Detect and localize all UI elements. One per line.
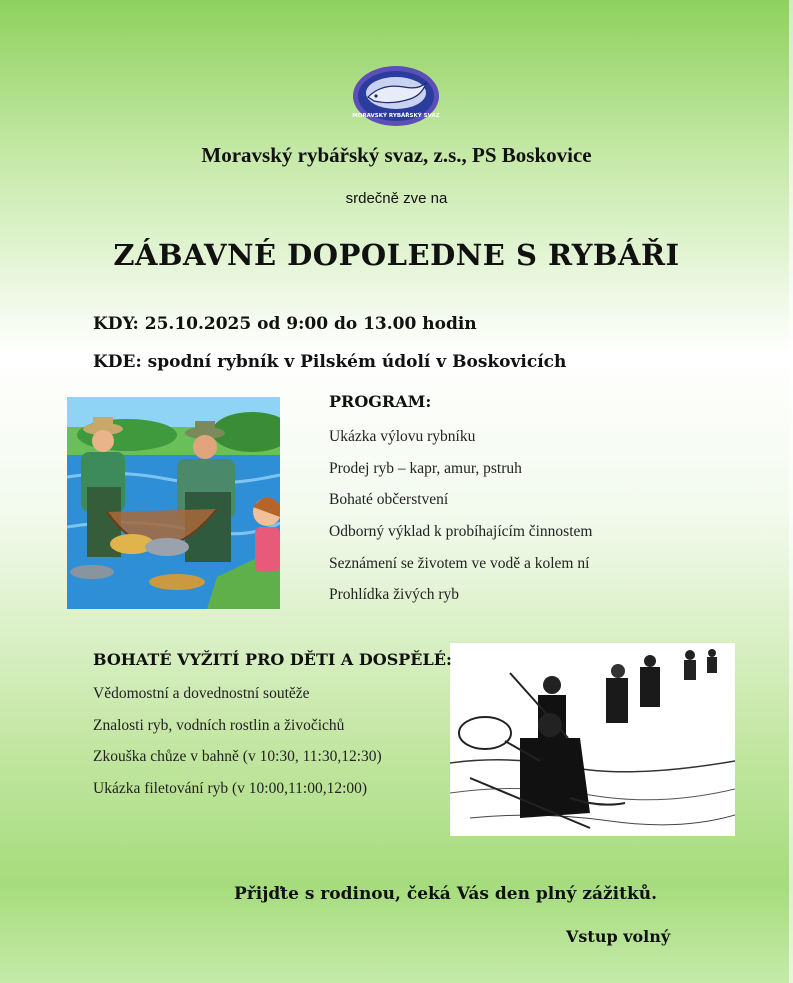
invitation-text: srdečně zve na: [345, 190, 448, 207]
list-item: Ukázka výlovu rybníku: [329, 428, 476, 445]
list-item: Seznámení se životem ve vodě a kolem ní: [329, 554, 590, 572]
union-logo: [352, 65, 440, 127]
free-entry-note: Vstup volný: [566, 927, 671, 946]
event-when: KDY: 25.10.2025 od 9:00 do 13.00 hodin: [93, 314, 477, 334]
logo-lettering: MORAVSKÝ RYBÁŘSKÝ SVAZ: [352, 113, 440, 119]
closing-line: Přijďte s rodinou, čeká Vás den plný zážitků.: [234, 884, 658, 904]
list-item: Znalosti ryb, vodních rostlin a živočichů: [93, 716, 345, 734]
list-item: Vědomostní a dovednostní soutěže: [93, 685, 310, 702]
list-item: Prodej ryb – kapr, amur, pstruh: [329, 459, 522, 477]
list-item: Prohlídka živých ryb: [329, 586, 460, 604]
activities-heading: BOHATÉ VYŽITÍ PRO DĚTI A DOSPĚLÉ:: [93, 650, 452, 669]
list-item: Ukázka filetování ryb (v 10:00,11:00,12:00): [93, 780, 368, 798]
fishermen-illustration: [67, 397, 280, 609]
pond-fishermen-sketch: [450, 643, 735, 836]
list-item: Zkouška chůze v bahně (v 10:30, 11:30,12:30): [93, 748, 382, 766]
program-list: [329, 426, 592, 616]
program-heading: PROGRAM:: [329, 392, 432, 411]
activities-list: [93, 683, 382, 810]
event-where: KDE: spodní rybník v Pilském údolí v Boskovicích: [93, 352, 567, 372]
page-edge: [789, 0, 793, 983]
list-item: Bohaté občerstvení: [329, 491, 449, 509]
organization-name: Moravský rybářský svaz, z.s., PS Boskovice: [201, 143, 592, 167]
list-item: Odborný výklad k probíhajícím činnostem: [329, 523, 593, 541]
event-title: ZÁBAVNÉ DOPOLEDNE S RYBÁŘI: [113, 238, 680, 272]
